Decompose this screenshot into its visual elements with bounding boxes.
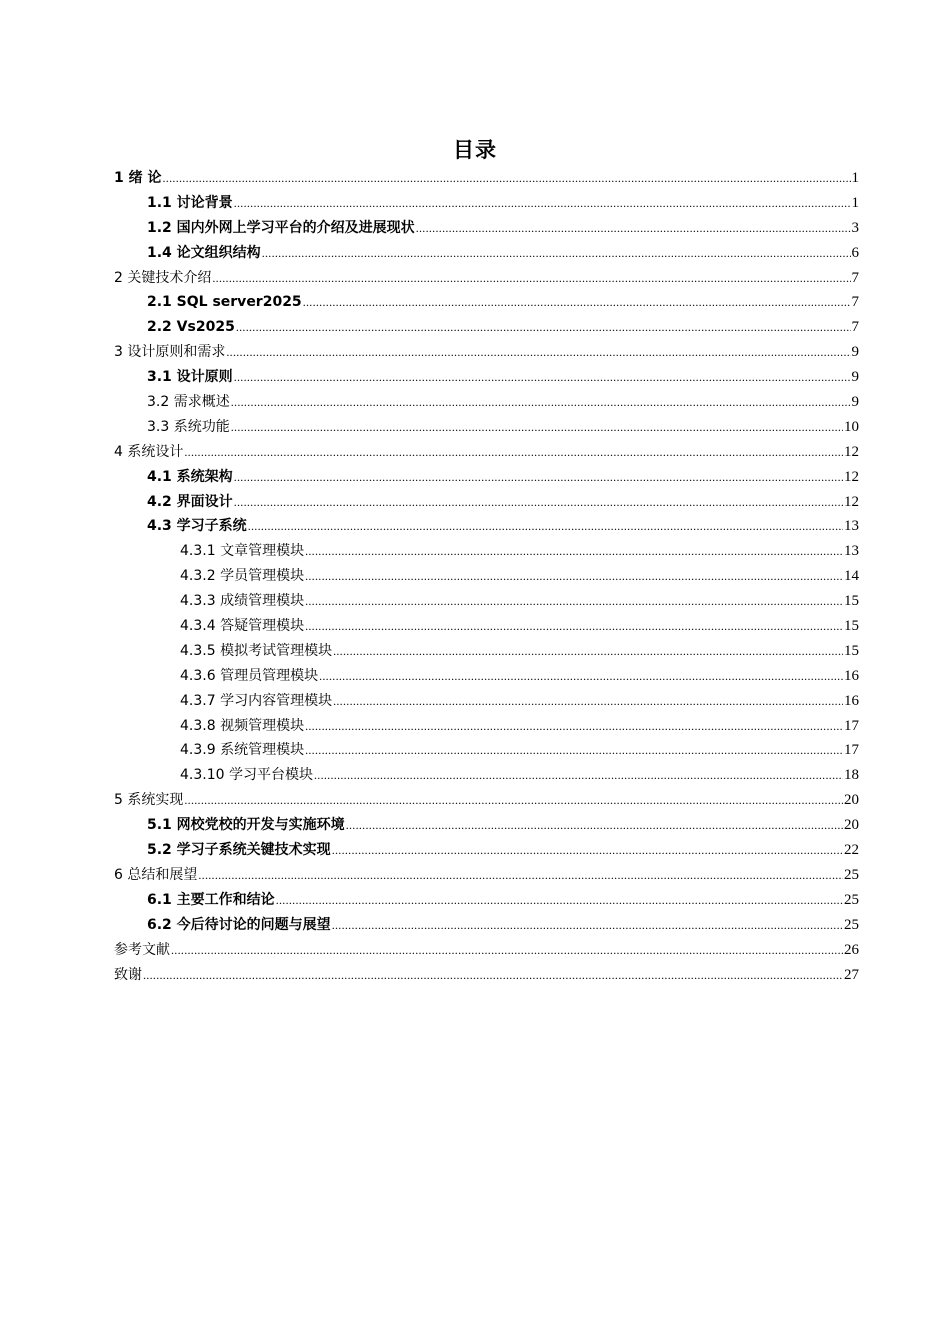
toc-dot-leader bbox=[226, 340, 850, 365]
toc-page-number: 25 bbox=[844, 891, 859, 908]
toc-entry[interactable] bbox=[114, 166, 859, 191]
toc-entry-title: 参考文献 bbox=[114, 941, 170, 958]
toc-entry[interactable] bbox=[114, 539, 859, 564]
toc-entry-title: 4.2 界面设计 bbox=[147, 493, 233, 510]
toc-entry-title: 6.1 主要工作和结论 bbox=[147, 891, 275, 908]
toc-entry[interactable] bbox=[114, 315, 859, 340]
toc-entry-title: 5.2 学习子系统关键技术实现 bbox=[147, 842, 331, 859]
toc-page-number: 6 bbox=[851, 244, 859, 261]
toc-dot-leader bbox=[276, 888, 843, 913]
toc-entry-title: 6.2 今后待讨论的问题与展望 bbox=[147, 916, 331, 933]
toc-entry-title: 1.2 国内外网上学习平台的介绍及进展现状 bbox=[147, 219, 415, 236]
toc-entry-title: 4.3.3 成绩管理模块 bbox=[180, 593, 305, 610]
toc-page-number: 20 bbox=[844, 817, 859, 834]
toc-entry-title: 4.1 系统架构 bbox=[147, 468, 233, 485]
toc-entry-title: 4.3.7 学习内容管理模块 bbox=[180, 692, 333, 709]
toc-entry-title: 3.2 需求概述 bbox=[147, 394, 230, 411]
toc-dot-leader bbox=[212, 266, 850, 291]
toc-entry-title: 4.3.4 答疑管理模块 bbox=[180, 618, 305, 635]
toc-entry[interactable] bbox=[114, 490, 859, 515]
toc-dot-leader bbox=[346, 813, 843, 838]
toc-page-number: 10 bbox=[844, 418, 859, 435]
toc-dot-leader bbox=[333, 639, 843, 664]
toc-entry[interactable] bbox=[114, 689, 859, 714]
toc-page-number: 15 bbox=[844, 618, 859, 635]
toc-entry[interactable] bbox=[114, 390, 859, 415]
toc-entry-title: 4.3.2 学员管理模块 bbox=[180, 568, 305, 585]
toc-entry[interactable] bbox=[114, 763, 859, 788]
toc-entry-title: 2.1 SQL server2025 bbox=[147, 294, 302, 311]
toc-dot-leader bbox=[171, 938, 843, 963]
toc-page-number: 1 bbox=[851, 194, 859, 211]
toc-page-number: 7 bbox=[851, 269, 859, 286]
toc-dot-leader bbox=[305, 614, 843, 639]
toc-entry[interactable] bbox=[114, 664, 859, 689]
toc-page-number: 17 bbox=[844, 717, 859, 734]
toc-dot-leader bbox=[333, 689, 843, 714]
toc-page-number: 1 bbox=[851, 170, 859, 186]
toc-entry[interactable] bbox=[114, 415, 859, 440]
toc-entry-title: 4.3.6 管理员管理模块 bbox=[180, 667, 319, 684]
toc-entry-title: 4.3.1 文章管理模块 bbox=[180, 543, 305, 560]
toc-entry[interactable] bbox=[114, 738, 859, 763]
toc-dot-leader bbox=[184, 788, 843, 813]
toc-dot-leader bbox=[163, 166, 851, 191]
toc-dot-leader bbox=[303, 290, 851, 315]
table-of-contents bbox=[114, 166, 859, 987]
toc-entry[interactable] bbox=[114, 963, 859, 988]
toc-dot-leader bbox=[236, 315, 851, 340]
toc-entry[interactable] bbox=[114, 714, 859, 739]
toc-page-number: 18 bbox=[844, 767, 859, 784]
toc-dot-leader bbox=[314, 763, 843, 788]
toc-page-number: 9 bbox=[851, 394, 859, 411]
toc-page-number: 9 bbox=[851, 369, 859, 386]
toc-entry-title: 4 系统设计 bbox=[114, 443, 184, 460]
toc-page-number: 12 bbox=[844, 493, 859, 510]
toc-entry-title: 致谢 bbox=[114, 966, 142, 983]
toc-page-number: 13 bbox=[844, 518, 859, 535]
toc-title: 目录 bbox=[453, 138, 497, 162]
toc-dot-leader bbox=[143, 963, 843, 988]
toc-page-number: 22 bbox=[844, 842, 859, 859]
toc-dot-leader bbox=[305, 564, 843, 589]
toc-page-number: 17 bbox=[844, 742, 859, 759]
toc-entry[interactable] bbox=[114, 266, 859, 291]
toc-dot-leader bbox=[184, 440, 843, 465]
toc-entry[interactable] bbox=[114, 465, 859, 490]
toc-entry-title: 1.1 讨论背景 bbox=[147, 194, 233, 211]
toc-dot-leader bbox=[198, 863, 843, 888]
toc-entry[interactable] bbox=[114, 564, 859, 589]
toc-dot-leader bbox=[332, 838, 843, 863]
toc-page-number: 7 bbox=[851, 319, 859, 336]
toc-dot-leader bbox=[234, 365, 851, 390]
toc-dot-leader bbox=[332, 913, 843, 938]
toc-entry[interactable] bbox=[114, 514, 859, 539]
toc-entry-title: 1.4 论文组织结构 bbox=[147, 244, 261, 261]
toc-dot-leader bbox=[305, 589, 843, 614]
toc-dot-leader bbox=[262, 241, 851, 266]
toc-entry-title: 4.3.10 学习平台模块 bbox=[180, 767, 313, 784]
toc-entry-title: 6 总结和展望 bbox=[114, 866, 198, 883]
toc-dot-leader bbox=[248, 514, 843, 539]
toc-entry[interactable] bbox=[114, 290, 859, 315]
toc-entry[interactable] bbox=[114, 191, 859, 216]
toc-entry-title: 3.3 系统功能 bbox=[147, 418, 230, 435]
toc-dot-leader bbox=[234, 465, 843, 490]
toc-entry[interactable] bbox=[114, 788, 859, 813]
toc-page-number: 3 bbox=[851, 219, 859, 236]
toc-entry-title: 2 关键技术介绍 bbox=[114, 269, 212, 286]
toc-page-number: 15 bbox=[844, 642, 859, 659]
toc-entry-title: 4.3 学习子系统 bbox=[147, 518, 247, 535]
toc-page-number: 16 bbox=[844, 692, 859, 709]
toc-page-number: 12 bbox=[844, 443, 859, 460]
toc-entry[interactable] bbox=[114, 913, 859, 938]
toc-page-number: 27 bbox=[844, 966, 859, 983]
toc-entry-title: 1 绪 论 bbox=[114, 170, 162, 186]
toc-entry[interactable] bbox=[114, 589, 859, 614]
toc-entry-title: 4.3.8 视频管理模块 bbox=[180, 717, 305, 734]
toc-entry[interactable] bbox=[114, 888, 859, 913]
toc-entry-title: 3 设计原则和需求 bbox=[114, 344, 226, 361]
toc-entry-title: 3.1 设计原则 bbox=[147, 369, 233, 386]
toc-dot-leader bbox=[416, 216, 851, 241]
toc-dot-leader bbox=[305, 539, 843, 564]
toc-page-number: 25 bbox=[844, 866, 859, 883]
toc-dot-leader bbox=[305, 714, 843, 739]
toc-entry[interactable] bbox=[114, 614, 859, 639]
toc-entry[interactable] bbox=[114, 639, 859, 664]
toc-dot-leader bbox=[231, 415, 843, 440]
toc-dot-leader bbox=[319, 664, 843, 689]
toc-page-number: 12 bbox=[844, 468, 859, 485]
toc-entry[interactable] bbox=[114, 216, 859, 241]
toc-page-number: 14 bbox=[844, 568, 859, 585]
toc-entry[interactable] bbox=[114, 813, 859, 838]
toc-dot-leader bbox=[234, 191, 851, 216]
toc-dot-leader bbox=[234, 490, 843, 515]
toc-entry-title: 4.3.9 系统管理模块 bbox=[180, 742, 305, 759]
toc-entry-title: 5.1 网校党校的开发与实施环境 bbox=[147, 817, 345, 834]
toc-page-number: 15 bbox=[844, 593, 859, 610]
toc-page-number: 25 bbox=[844, 916, 859, 933]
toc-entry[interactable] bbox=[114, 863, 859, 888]
toc-dot-leader bbox=[231, 390, 851, 415]
toc-page-number: 13 bbox=[844, 543, 859, 560]
toc-dot-leader bbox=[305, 738, 843, 763]
toc-page-number: 20 bbox=[844, 792, 859, 809]
toc-entry[interactable] bbox=[114, 838, 859, 863]
toc-entry[interactable] bbox=[114, 440, 859, 465]
toc-page-number: 26 bbox=[844, 941, 859, 958]
toc-entry[interactable] bbox=[114, 365, 859, 390]
toc-entry[interactable] bbox=[114, 340, 859, 365]
toc-entry-title: 4.3.5 模拟考试管理模块 bbox=[180, 642, 333, 659]
toc-entry[interactable] bbox=[114, 241, 859, 266]
toc-page-number: 9 bbox=[851, 344, 859, 361]
toc-entry[interactable] bbox=[114, 938, 859, 963]
toc-entry-title: 5 系统实现 bbox=[114, 792, 184, 809]
toc-entry-title: 2.2 Vs2025 bbox=[147, 319, 235, 336]
toc-page-number: 7 bbox=[851, 294, 859, 311]
toc-page-number: 16 bbox=[844, 667, 859, 684]
